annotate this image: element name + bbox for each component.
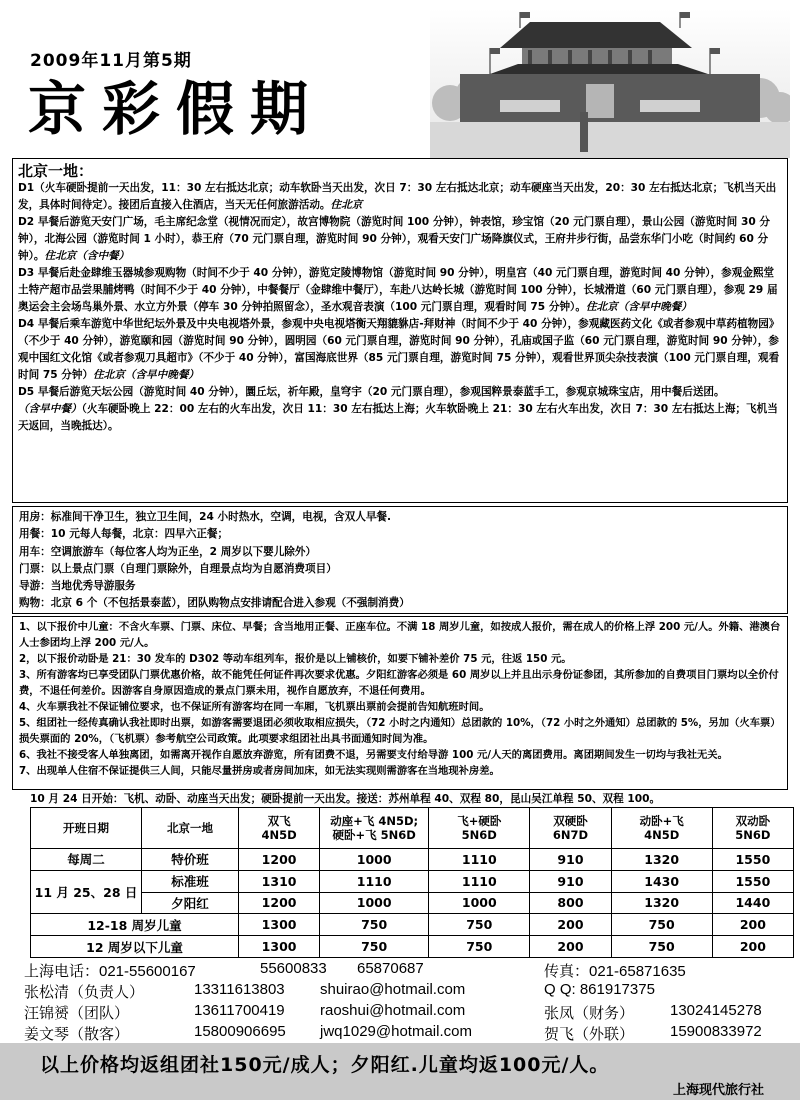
service-guide: 导游：当地优秀导游服务 bbox=[19, 580, 136, 593]
brand-title: 京彩假期 bbox=[28, 75, 325, 143]
table-row: 12-18 周岁儿童 1300 750 750 200 750 200 bbox=[31, 914, 794, 936]
email-link[interactable]: jwq1029@hotmail.com bbox=[320, 1023, 472, 1040]
day-4: D4 早餐后乘车游览中华世纪坛外景及中央电视塔外景，参观中央电视塔衡天翔貔貅店-拜财神（时间不少于 40 分钟），参观藏医药文化《或者参观中草药植物园》（不少于 40 分钟），游览颐和园（游览时间 90 分钟），圆明园（60 元门票自理，游览时间 90 分钟），孔庙或国子监（60 元门票自理，游览时间 90 分钟），参观中国红文化馆《或者参观刀具超市》（不少于 40 分钟），富国海底世界（85 元门票自理，游览时间 75 分钟），观看世界顶尖杂技表演（100 元门票自理，观看时间 75 分钟）住北京（含早中晚餐） bbox=[18, 318, 780, 381]
col-transport-1: 双飞 4N5D bbox=[239, 808, 320, 849]
price-table bbox=[30, 807, 794, 958]
note-5: 5、组团社一经传真确认我社即时出票，如游客需要退团必须收取相应损失，（72 小时之内通知）总团款的 10%，（72 小时之外通知）总团款的 5%，另加（火车票）损失票面的 20%，（飞机票）参考航空公司政策。此项要求组团社出具书面通知时间为准。 bbox=[19, 717, 781, 745]
day-2: D2 早餐后游览天安门广场，毛主席纪念堂（视情况而定），故宫博物院（游览时间 100 分钟），钟表馆，珍宝馆（20 元门票自理），景山公园（游览时间 30 分钟），北海公园（游览时间 1 小时），恭王府（70 元门票自理，游览时间 90 分钟），观看天安门广场降旗仪式，王府井步行街，品尝东华门小吃（时间约 60 分钟）。住北京（含中餐） bbox=[18, 216, 770, 262]
col-date: 开班日期 bbox=[31, 808, 142, 849]
itinerary-title: 北京一地： bbox=[18, 162, 94, 180]
services-box bbox=[12, 506, 788, 614]
contact-row-1: 张松清（负责人） 13311613803 shuirao@hotmail.com Q Q: 861917375 bbox=[24, 981, 655, 1001]
email-link[interactable]: shuirao@hotmail.com bbox=[320, 981, 466, 998]
table-row: 每周二 特价班 1200 1000 1110 910 1320 1550 bbox=[31, 849, 794, 871]
contact-row-phone bbox=[24, 960, 784, 981]
contact-row-3: 姜文琴（散客） 15800906695 jwq1029@hotmail.com 贺飞（外联） 15900833972 bbox=[24, 1023, 762, 1043]
col-route: 北京一地 bbox=[142, 808, 239, 849]
fax: 传真：021-65871635 bbox=[544, 963, 686, 980]
note-4: 4、火车票我社不保证铺位要求，也不保证所有游客均在同一车厢，飞机票出票前会提前告知航班时间。 bbox=[19, 701, 490, 713]
note-7: 7、出现单人住宿不保证提供三人间，只能尽量拼房或者房间加床，如无法实现则需游客在当地现补房差。 bbox=[19, 765, 500, 777]
notes-box bbox=[12, 616, 788, 790]
issue-label: 2009年11月第5期 bbox=[30, 51, 192, 71]
contacts bbox=[24, 960, 784, 1044]
itinerary-box bbox=[12, 158, 788, 503]
phone-label: 上海电话：021-55600167 bbox=[24, 963, 196, 980]
note-1: 1、以下报价中儿童：不含火车票、门票、床位、早餐；含当地用正餐、正座车位。不满 18 周岁儿童，如按成人报价，需在成人的价格上浮 200 元/人。外籍、港澳台人士参团均上浮 200 元/人。 bbox=[19, 621, 781, 649]
contact-row-2: 汪锦赟（团队） 13611700419 raoshui@hotmail.com 张凤（财务） 13024145278 bbox=[24, 1002, 762, 1022]
note-6: 6、我社不接受客人单独离团，如需离开视作自愿放弃游览，所有团费不退，另需要支付给导游 100 元/人天的离团费用。离团期间发生一切均与我社无关。 bbox=[19, 749, 728, 761]
col-transport-6: 双动卧 5N6D bbox=[712, 808, 793, 849]
schedule-note: 10 月 24 日开始：飞机、动卧、动座当天出发；硬卧提前一天出发。接送：苏州单程 40、双程 80，昆山吴江单程 50、双程 100。 bbox=[30, 793, 661, 805]
service-meals: 用餐：10 元每人每餐，北京：四早六正餐； bbox=[19, 528, 229, 541]
agency-name: 上海现代旅行社 bbox=[672, 1083, 764, 1098]
header bbox=[0, 0, 800, 158]
phone-2: 55600833 bbox=[260, 960, 327, 977]
qq: Q Q: 861917375 bbox=[544, 981, 655, 998]
day-3: D3 早餐后赴金肆维玉器城参观购物（时间不少于 40 分钟），游览定陵博物馆（游览时间 90 分钟），明皇宫（40 元门票自理，游览时间 40 分钟），参观金熙堂土特产超市品尝果脯烤鸭（时间不少于 40 分钟），中餐餐厅（金肆维中餐厅），车赴八达岭长城（游览时间 100 分钟），长城滑道（60 元门票自理），参观 29 届奥运会主会场鸟巢外景、水立方外景（停车 30 分钟拍照留念），圣水观音表演（100 元门票自理，观看时间 75 分钟）。住北京（含早中晚餐） bbox=[18, 267, 778, 313]
table-row: 夕阳红 1200 1000 1000 800 1320 1440 bbox=[31, 892, 794, 914]
price-table-header bbox=[31, 808, 794, 849]
col-transport-5: 动卧+飞 4N5D bbox=[611, 808, 712, 849]
phone-3: 65870687 bbox=[357, 960, 424, 977]
service-transport: 用车：空调旅游车（每位客人均为正坐，2 周岁以下婴儿除外） bbox=[19, 545, 317, 558]
service-lodging: 用房：标准间干净卫生，独立卫生间，24 小时热水，空调，电视，含双人早餐. bbox=[19, 511, 392, 523]
col-transport-2: 动座+飞 4N5D; 硬卧+飞 5N6D bbox=[320, 808, 429, 849]
rebate-banner: 以上价格均返组团社150元/成人；夕阳红.儿童均返100元/人。 bbox=[40, 1054, 610, 1076]
day-5: D5 早餐后游览天坛公园（游览时间 40 分钟），圜丘坛，祈年殿，皇穹宇（20 元门票自理），参观国粹景泰蓝手工，参观京城珠宝店，用中餐后送团。（含早中餐）（火车硬卧晚上 22：00 左右的火车出发，次日 11：30 左右抵达上海；火车软卧晚上 21：30 左右火车出发，次日 7：30 左右抵达上海；飞机当天返回，当晚抵达）。 bbox=[18, 386, 778, 432]
tiananmen-gate-illustration bbox=[430, 8, 790, 158]
table-row: 12 周岁以下儿童 1300 750 750 200 750 200 bbox=[31, 936, 794, 958]
service-tickets: 门票：以上景点门票（自理门票除外，自理景点均为自愿消费项目） bbox=[19, 562, 337, 575]
col-transport-4: 双硬卧 6N7D bbox=[530, 808, 611, 849]
day-1: D1（火车硬卧提前一天出发，11：30 左右抵达北京；动车软卧当天出发，次日 7：30 左右抵达北京；动车硬座当天出发，20：30 左右抵达北京；飞机当天出发，具体时间待定）。接团后直接入住酒店，当天无任何旅游活动。住北京 bbox=[18, 182, 777, 211]
note-3: 3、所有游客均已享受团队门票优惠价格，故不能凭任何证件再次要求优惠。夕阳红游客必须是 60 周岁以上并且出示身份证参团，其所参加的自费项目门票均以全价付费，不退任何差价。因游客自身原因造成的景点门票未用，视作自愿放弃，不退任何费用。 bbox=[19, 669, 779, 697]
service-shopping: 购物：北京 6 个（不包括景泰蓝），团队购物点安排请配合进入参观（不强制消费） bbox=[19, 597, 410, 610]
note-2: 2，以下报价动卧是 21：30 发车的 D302 等动车组列车，报价是以上铺核价，如要下铺补差价 75 元，往返 150 元。 bbox=[19, 653, 572, 665]
col-transport-3: 飞+硬卧 5N6D bbox=[429, 808, 530, 849]
email-link[interactable]: raoshui@hotmail.com bbox=[320, 1002, 466, 1019]
table-row: 11 月 25、28 日 标准班 1310 1110 1110 910 1430 1550 bbox=[31, 870, 794, 892]
